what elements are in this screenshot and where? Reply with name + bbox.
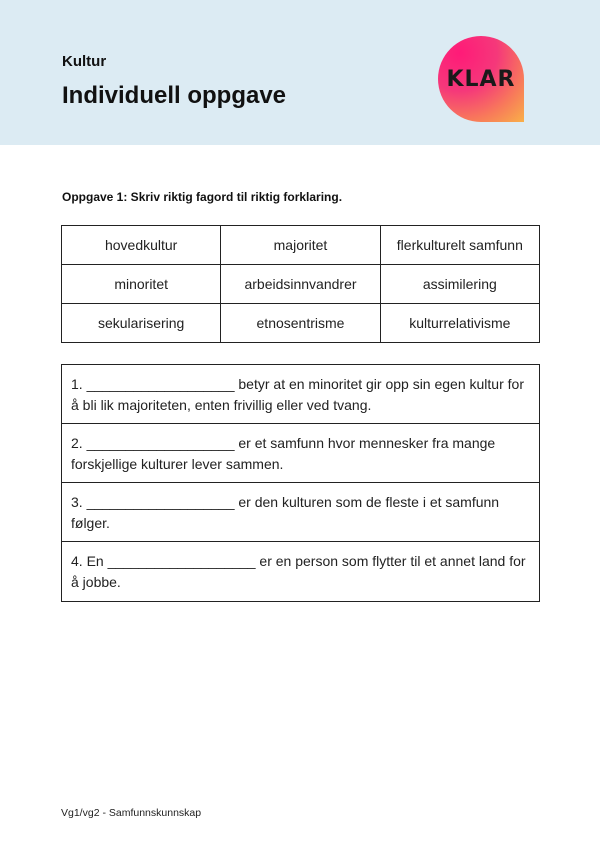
word-cell: arbeidsinnvandrer xyxy=(221,265,380,304)
klar-logo xyxy=(438,36,524,122)
sentence-row-4: 4. En ___________________ er en person som flytter til et annet land for å jobbe. xyxy=(71,553,526,590)
sentence-row-1: 1. ___________________ betyr at en minoritet gir opp sin egen kultur for å bli lik majoriteten, enten frivillig eller ved tvang. xyxy=(62,365,539,424)
sentence-row-2: 2. ___________________ er et samfunn hvor mennesker fra mange forskjellige kulturer lever sammen. xyxy=(62,424,539,483)
word-cell: etnosentrisme xyxy=(221,304,380,343)
footer-text: Vg1/vg2 - Samfunnskunnskap xyxy=(61,807,202,819)
word-cell: majoritet xyxy=(221,226,380,265)
header-banner xyxy=(0,0,600,145)
sentence-table xyxy=(61,364,540,602)
word-cell: sekularisering xyxy=(62,304,221,343)
subject-label: Kultur xyxy=(62,53,107,70)
word-cell: minoritet xyxy=(62,265,221,304)
word-cell: hovedkultur xyxy=(62,226,221,265)
page-title: Individuell oppgave xyxy=(62,82,287,109)
word-cell: flerkulturelt samfunn xyxy=(380,226,539,265)
sentence-row-3: 3. ___________________ er den kulturen som de fleste i et samfunn følger. xyxy=(62,483,539,542)
word-table-row xyxy=(62,265,540,304)
task-instruction: Oppgave 1: Skriv riktig fagord til riktig forklaring. xyxy=(62,190,343,204)
word-cell: kulturrelativisme xyxy=(380,304,539,343)
word-table-row xyxy=(62,226,540,265)
logo-text: KLAR xyxy=(446,66,516,92)
word-table xyxy=(61,225,540,343)
word-cell: assimilering xyxy=(380,265,539,304)
word-table-row xyxy=(62,304,540,343)
